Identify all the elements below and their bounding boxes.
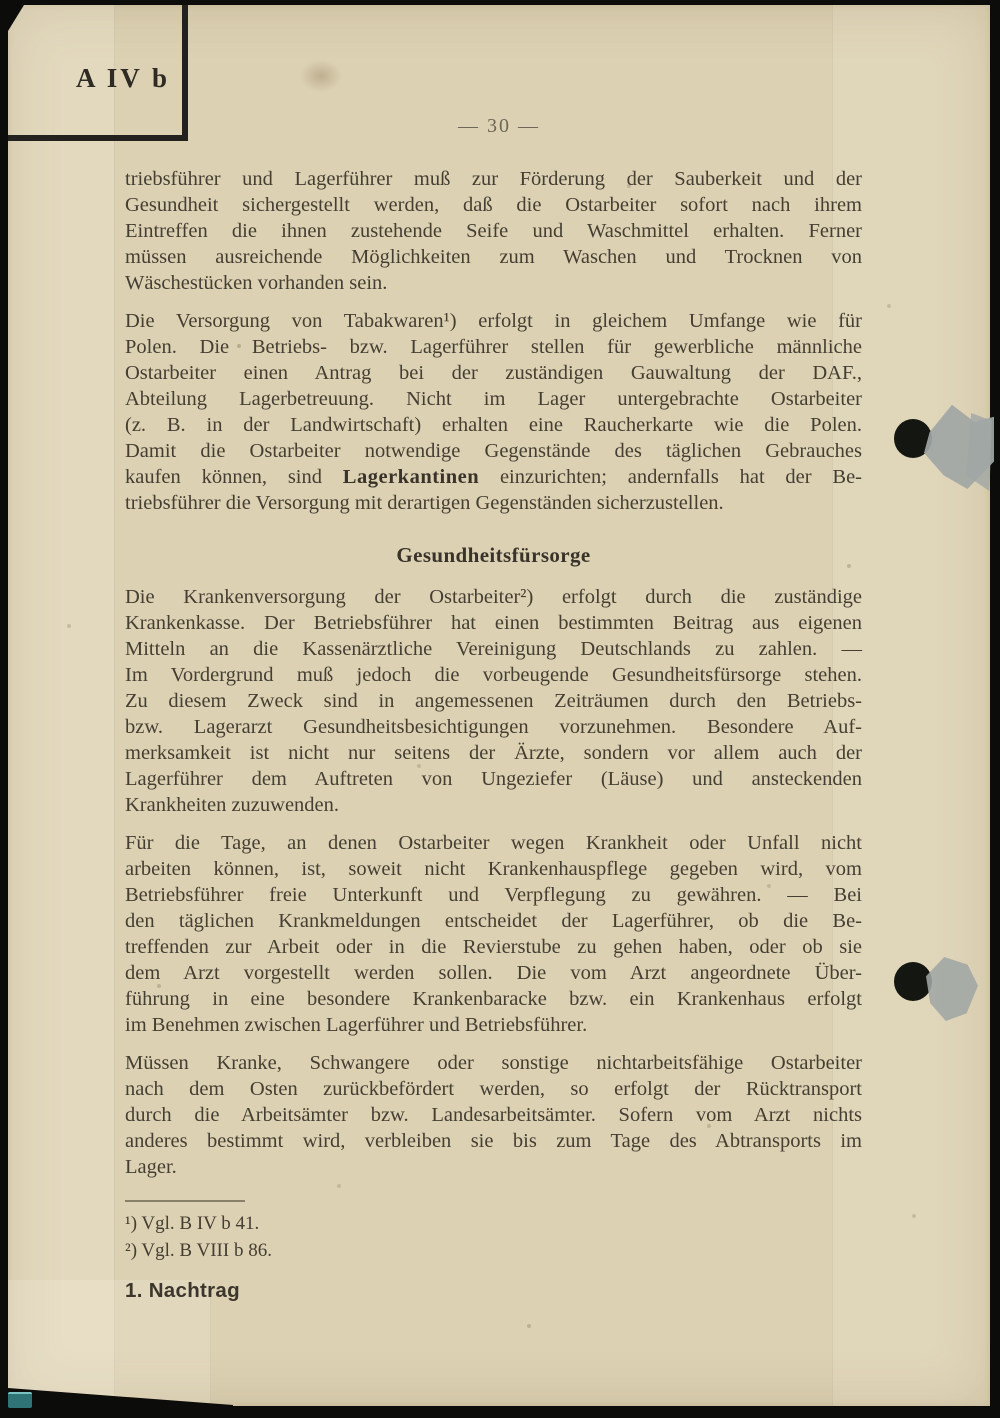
teal-mark (8, 1392, 32, 1408)
text-line: triebsführer die Versorgung mit derartigen Gegenständen sicherzustellen. (125, 492, 724, 514)
text-line: Abteilung Lagerbetreuung. Nicht im Lager untergebrachte Ostarbeiter (125, 388, 862, 410)
text-line: nach dem Osten zurückbefördert werden, so erfolgt der Rücktransport (125, 1078, 862, 1100)
text-line: Betriebsführer freie Unterkunft und Verpflegung zu gewähren. — Bei (125, 884, 862, 906)
paper-sheet (8, 5, 990, 1406)
text-line: treffenden zur Arbeit oder in die Revierstube zu gehen haben, oder ob sie (125, 936, 862, 958)
section-label: A IV b (76, 63, 171, 93)
text-line: merksamkeit ist nicht nur seitens der Ärzte, sondern vor allem auch der (125, 742, 862, 764)
text-line: den täglichen Krankmeldungen entscheidet der Lagerführer, ob die Be- (125, 910, 862, 932)
hole-punch-bottom (894, 962, 932, 1001)
text-line: Eintreffen die ihnen zustehende Seife und Waschmittel erhalten. Ferner (125, 220, 862, 242)
paragraph (125, 166, 862, 296)
text-line: Polen. Die Betriebs- bzw. Lagerführer stellen für gewerbliche männliche (125, 336, 862, 358)
paragraph (125, 830, 862, 1038)
text-line: im Benehmen zwischen Lagerführer und Betriebsführer. (125, 1014, 588, 1036)
text-line: arbeiten können, ist, soweit nicht Krankenhauspflege gegeben wird, vom (125, 858, 862, 880)
text-line: kaufen können, sind Lagerkantinen einzurichten; andernfalls hat der Be- (125, 466, 862, 488)
text-line: Die Versorgung von Tabakwaren¹) erfolgt in gleichem Umfange wie für (125, 310, 862, 332)
text-line: Krankheiten zuzuwenden. (125, 794, 340, 816)
paragraph (125, 308, 862, 516)
text-line: triebsführer und Lagerführer muß zur Förderung der Sauberkeit und der (125, 168, 862, 190)
page-number: — 30 — (458, 115, 540, 137)
text-line: durch die Arbeitsämter bzw. Landesarbeitsämter. Sofern vom Arzt nichts (125, 1104, 862, 1126)
text-line: dem Arzt vorgestellt werden sollen. Die vom Arzt angeordnete Über- (125, 962, 862, 984)
text-line: Gesundheit sichergestellt werden, daß die Ostarbeiter sofort nach ihrem (125, 194, 862, 216)
paper-tone-band-left (8, 5, 115, 1406)
text-line: (z. B. in der Landwirtschaft) erhalten eine Raucherkarte wie die Polen. (125, 414, 862, 436)
nachtrag-label: 1. Nachtrag (125, 1279, 240, 1302)
text-line: Lagerführer dem Auftreten von Ungeziefer (Läuse) und ansteckenden (125, 768, 862, 790)
paper-stain (300, 60, 342, 92)
paragraph (125, 584, 862, 818)
text-line: Ostarbeiter einen Antrag bei der zuständigen Gauwaltung der DAF., (125, 362, 862, 384)
text-line: Zu diesem Zweck sind in angemessenen Zeiträumen durch den Betriebs- (125, 690, 862, 712)
footnote: ¹) Vgl. B IV b 41. (125, 1213, 260, 1234)
text-line: müssen ausreichende Möglichkeiten zum Waschen und Trocknen von (125, 246, 862, 268)
document-body (125, 166, 862, 1304)
text-line: bzw. Lagerarzt Gesundheitsbesichtigungen vorzunehmen. Besondere Auf- (125, 716, 862, 738)
text-line: Für die Tage, an denen Ostarbeiter wegen Krankheit oder Unfall nicht (125, 832, 862, 854)
text-line: Damit die Ostarbeiter notwendige Gegenstände des täglichen Gebrauches (125, 440, 862, 462)
text-line: Die Krankenversorgung der Ostarbeiter²) erfolgt durch die zuständige (125, 586, 862, 608)
text-line: Mitteln an die Kassenärztliche Vereinigung Deutschlands zu zahlen. — (125, 638, 862, 660)
text-line: anderes bestimmt wird, verbleiben sie bis zum Tage des Abtransports im (125, 1130, 862, 1152)
text-line: Im Vordergrund muß jedoch die vorbeugende Gesundheitsfürsorge stehen. (125, 664, 862, 686)
text-line: Müssen Kranke, Schwangere oder sonstige nichtarbeitsfähige Ostarbeiter (125, 1052, 862, 1074)
text-line: führung in eine besondere Krankenbaracke bzw. ein Krankenhaus erfolgt (125, 988, 862, 1010)
footnote: ²) Vgl. B VIII b 86. (125, 1240, 272, 1261)
text-line: Lager. (125, 1156, 177, 1178)
section-heading: Gesundheitsfürsorge (396, 543, 591, 567)
text-line: Wäschestücken vorhanden sein. (125, 272, 388, 294)
text-line: Krankenkasse. Der Betriebsführer hat einen bestimmten Beitrag aus eigenen (125, 612, 862, 634)
footnote-rule (125, 1200, 245, 1202)
paragraph (125, 1050, 862, 1180)
